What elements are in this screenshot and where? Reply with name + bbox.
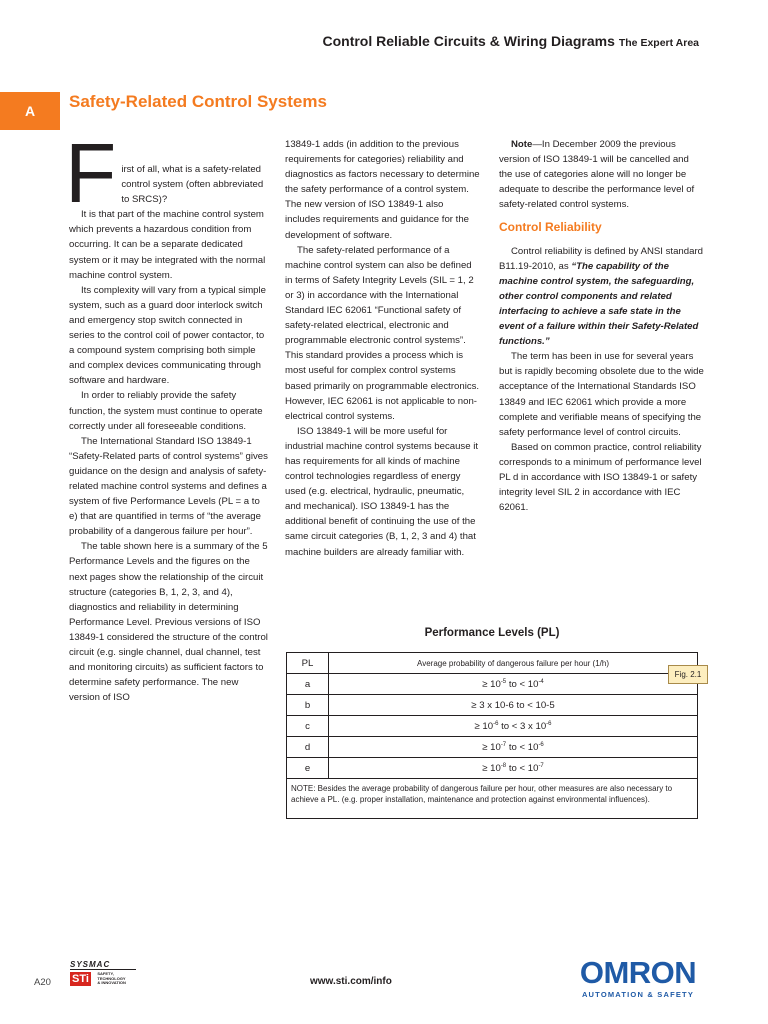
exponent: -5 [500,678,507,685]
subheading-control-reliability: Control Reliability [499,220,602,235]
paragraph: Based on common practice, control reliability corresponds to a minimum of performance level PL d in accordance with ISO 13849-1 or safety integrity level SIL 2 in accordance with IEC 62061. [499,441,702,514]
ge-sign: ≥ [482,741,491,753]
pl-cell: b [287,695,329,716]
pl-cell: c [287,716,329,737]
exponent: -4 [538,678,544,685]
note-label: Note [511,139,533,150]
base: 10 [527,678,539,690]
probability-cell [329,674,698,695]
exponent: -6 [493,720,499,727]
drop-cap: F [65,126,117,220]
sysmac-sti-logo [70,960,136,990]
exponent: -7 [500,741,507,748]
base: 10 [490,678,501,690]
sti-line: SAFETY, [97,971,114,976]
paragraph [499,244,704,350]
page-header [322,33,699,49]
omron-logo [574,955,702,999]
range-text: to < [506,678,528,690]
exponent: -6 [538,741,544,748]
note-text: —In December 2009 the previous version of ISO 13849-1 will be cancelled and the use of categories alone will no longer be adequate to describe the performance level of safety-related control systems. [499,139,695,211]
text-column-2 [285,137,481,560]
table-note: NOTE: Besides the average probability of dangerous failure per hour, other measures are also necessary to achieve a PL. (e.g. proper installation, maintenance and protection against environmental influences). [287,779,698,819]
section-title: Safety-Related Control Systems [69,92,327,111]
sysmac-wordmark: SYSMAC [70,960,136,970]
range-text: to < 3 x [498,720,536,732]
sti-line: TECHNOLOGY [97,975,126,981]
header-probability: Average probability of dangerous failure per hour (1/h) [329,653,698,674]
base: 10 [482,720,494,732]
text-column-3 [499,137,704,515]
table-title: Performance Levels (PL) [424,627,560,639]
base: 10 [490,762,501,774]
table-row [287,695,698,716]
sti-mark: STi [72,973,89,985]
exponent: -6 [546,720,552,727]
range-text: to < [506,762,528,774]
footer-url[interactable]: www.sti.com/info [310,976,392,987]
header-pl: PL [287,653,329,674]
base: 10 [535,720,547,732]
paragraph: The table shown here is a summary of the 5 Performance Levels and the figures on the next pages show the relationship of the circuit structure (categories B, 1, 2, 3, and 4), diagnostics and reliability in determining Performance Level. Previous versions of ISO 13849-1 considered the structure of the control circuit (e.g. single channel, dual channel, test and monitoring circuits) as sufficient factors to determine safety performance. The new version of ISO [69,541,268,704]
sti-line: & INNOVATION [97,980,126,986]
table-row [287,758,698,779]
ge-sign: ≥ [482,678,491,690]
paragraph: It is that part of the machine control system which prevents a hazardous condition from occurring. It can be a separate dedicated system or it may be integrated with the normal machine control system. [69,209,266,281]
base: 10 [527,741,539,753]
paragraph: 13849-1 adds (in addition to the previous requirements for categories) reliability and diagnostics as factors necessary to determine the safety performance of a control system. The new version of ISO 13849-1 also includes requirements and guidance for the development of software. [285,139,480,241]
table-row [287,737,698,758]
table-row [287,674,698,695]
paragraph: In order to reliably provide the safety function, the system must continue to operate correctly under all foreseeable conditions. [69,390,263,432]
exponent: -7 [538,762,544,769]
base: 10 [490,741,501,753]
section-tab: A [0,92,60,130]
pl-cell: e [287,758,329,779]
paragraph: The safety-related performance of a machine control system can also be defined in terms of Safety Integrity Levels (SIL = 1, 2 or 3) in accordance with the International Standard IEC 62061 “Functional safety of safety-related electrical, electronic and programmable electronic control systems”. This standard provides a process which is most useful for complex control systems based primarily on programmable electronics. However, IEC 62061 is not applicable to non-electrical control systems. [285,244,480,422]
omron-wordmark: OMRON [579,955,697,990]
probability-cell [329,716,698,737]
ge-sign: ≥ [482,762,491,774]
performance-levels-table [286,652,698,819]
paragraph: Its complexity will vary from a typical simple system, such as a guard door interlock switch and emergency stop switch connected in series to the control coil of power contactor, to a compound system comprising both simple and complex devices communicating through software and hardware. [69,284,266,387]
paragraph: The International Standard ISO 13849-1 “Safety-Related parts of control systems” gives guidance on the design and analysis of safety-related machine control systems and defines a system of five Performance Levels (PL = a to e) that are quantified in terms of “the average probability of a dangerous failure per hour”. [69,435,268,538]
omron-tagline: AUTOMATION & SAFETY [581,990,695,999]
table-header-row [287,653,698,674]
note-paragraph [499,137,704,212]
ge-sign: ≥ [474,720,483,732]
exponent: -8 [500,762,507,769]
probability-cell: ≥ 3 x 10-6 to < 10-5 [329,695,698,716]
page-number: A20 [34,977,51,988]
pl-cell: a [287,674,329,695]
paragraph-lead: Control reliability is defined by ANSI standard B11.19-2010, as [499,245,703,272]
sti-tagline [97,972,126,986]
table-row [287,716,698,737]
paragraph: The term has been in use for several years but is rapidly becoming obsolete due to the wide acceptance of the International Standards ISO 13849 and IEC 62061 which provide a more complete and verifiable means of specifying the safety performance level of control circuits. [499,351,704,438]
text-column-1 [65,126,269,705]
header-title: Control Reliable Circuits & Wiring Diagrams [322,33,615,49]
pl-cell: d [287,737,329,758]
base: 10 [527,762,539,774]
paragraph: ISO 13849-1 will be more useful for industrial machine control systems because it has requirements for all kinds of machine control technologies regardless of energy used (e.g. electrical, hydraulic, pneumatic, and mechanical). ISO 13849-1 has the additional benefit of continuing the use of the same circuit categories (B, 1, 2, 3 and 4) that machine builders are already familiar with. [285,425,479,558]
definition-quote: “The capability of the machine control system, the safeguarding, other control components and related interfacing to achieve a safe state in the event of a failure within their Safety-Related functions.” [499,260,699,348]
table-note-row [287,779,698,819]
range-text: to < [506,741,528,753]
probability-cell [329,737,698,758]
header-subtitle: The Expert Area [618,37,699,49]
paragraph: irst of all, what is a safety-related control system (often abbreviated to SRCS)? [121,164,264,206]
figure-tag: Fig. 2.1 [668,665,708,684]
probability-cell [329,758,698,779]
